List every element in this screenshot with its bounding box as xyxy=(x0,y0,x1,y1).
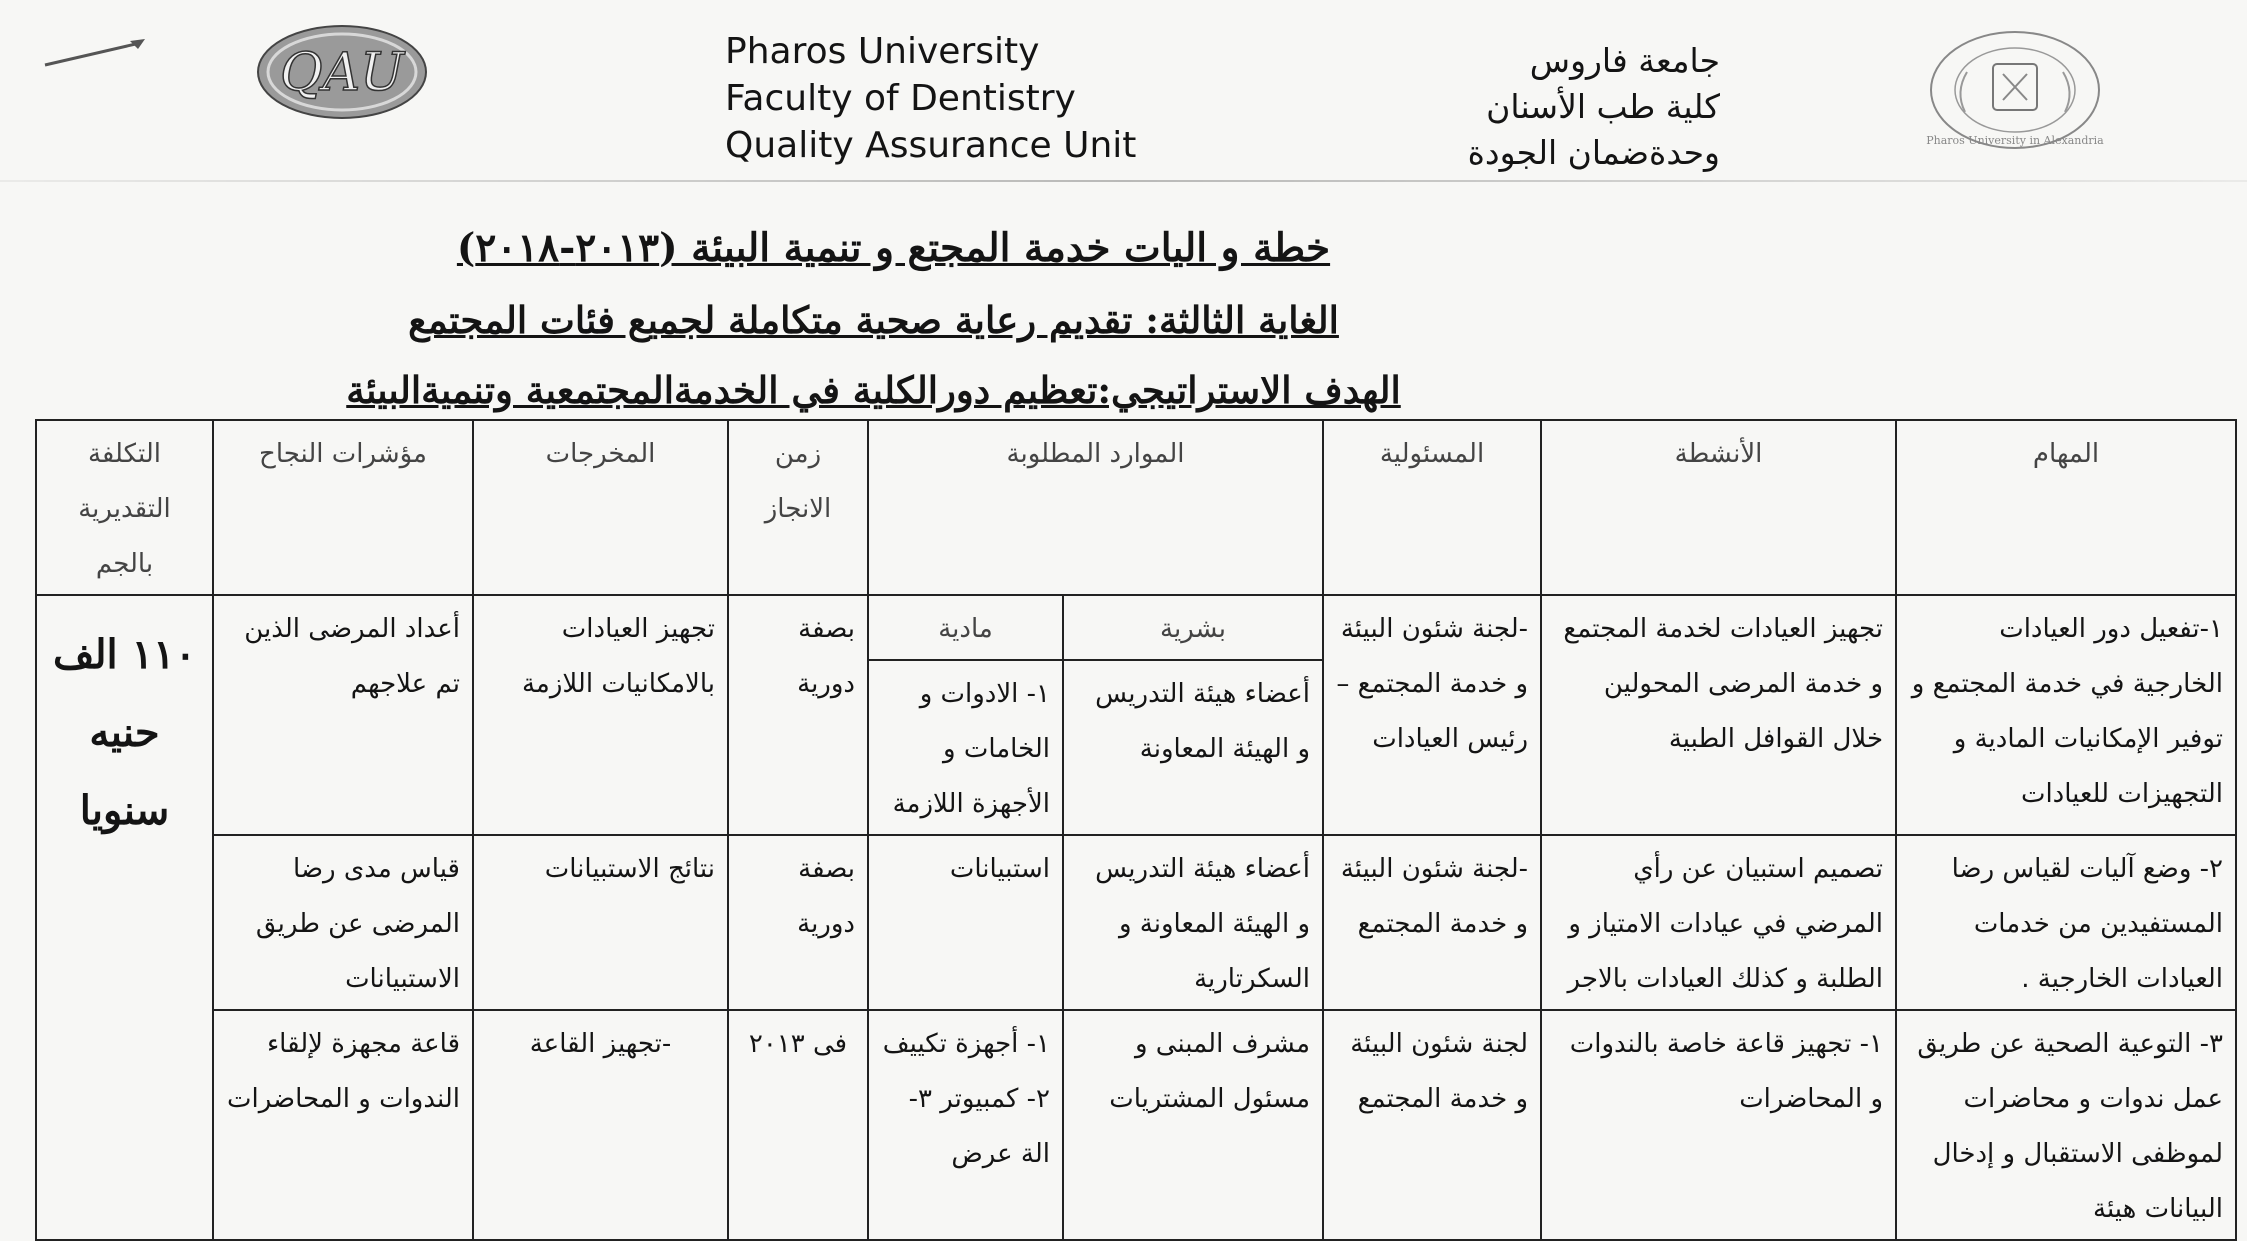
cell-timeline: بصفة دورية xyxy=(728,835,868,1010)
cell-responsibility: لجنة شئون البيئة و خدمة المجتمع xyxy=(1323,1010,1541,1240)
pen-scribble-mark xyxy=(40,35,150,75)
cell-output: نتائج الاستبيانات xyxy=(473,835,728,1010)
cell-indicator: قياس مدى رضا المرضى عن طريق الاستبيانات xyxy=(213,835,473,1010)
header-indicators: مؤشرات النجاح xyxy=(213,420,473,595)
plan-table xyxy=(35,419,2237,1241)
header-responsibility: المسئولية xyxy=(1323,420,1541,595)
header-resources: الموارد المطلوبة xyxy=(868,420,1323,595)
cell-material: ١- الادوات و الخامات و الأجهزة اللازمة xyxy=(868,660,1063,835)
cell-human: أعضاء هيئة التدريس و الهيئة المعاونة xyxy=(1063,660,1323,835)
cell-responsibility: -لجنة شئون البيئة و خدمة المجتمع xyxy=(1323,835,1541,1010)
table-row xyxy=(36,835,2236,1010)
cell-indicator: أعداد المرضى الذين تم علاجهم xyxy=(213,595,473,835)
cell-cost: ١١٠ الف حنيه سنويا xyxy=(36,595,213,1240)
cell-task: ١-تفعيل دور العيادات الخارجية في خدمة المجتمع و توفير الإمكانيات المادية و التجهيزات للعيادات xyxy=(1896,595,2236,835)
header-resources-material: مادية xyxy=(868,595,1063,660)
cell-task: ٣- التوعية الصحية عن طريق عمل ندوات و محاضرات لموظفى الاستقبال و إدخال البيانات هيئة xyxy=(1896,1010,2236,1240)
cell-material: استبيانات xyxy=(868,835,1063,1010)
cell-task: ٢- وضع آليات لقياس رضا المستفيدين من خدمات العيادات الخارجية . xyxy=(1896,835,2236,1010)
objective-title: الهدف الاستراتيجي:تعظيم دورالكلية في الخدمةالمجتمعية وتنميةالبيئة xyxy=(346,368,1401,412)
cell-indicator: قاعة مجهزة لإلقاء الندوات و المحاضرات xyxy=(213,1010,473,1240)
cell-material: ١- أجهزة تكييف ٢- كمبيوتر ٣- الة عرض xyxy=(868,1010,1063,1240)
header-tasks: المهام xyxy=(1896,420,2236,595)
university-name-ar: جامعة فاروس xyxy=(1529,41,1720,80)
goal-title: الغاية الثالثة: تقديم رعاية صحية متكاملة لجميع فئات المجتمع xyxy=(408,298,1339,342)
header-timeline: زمن الانجاز xyxy=(728,420,868,595)
university-name-en: Pharos University xyxy=(725,31,1040,72)
plan-title: خطة و اليات خدمة المجتع و تنمية البيئة (٢٠١٣-٢٠١٨) xyxy=(456,225,1331,271)
table-row xyxy=(36,595,2236,660)
cell-activity: ١- تجهيز قاعة خاصة بالندوات و المحاضرات xyxy=(1541,1010,1896,1240)
table-row xyxy=(36,1010,2236,1240)
header-arabic xyxy=(1468,38,1720,176)
unit-name-ar: وحدةضمان الجودة xyxy=(1467,133,1720,172)
faculty-name-ar: كلية طب الأسنان xyxy=(1486,87,1720,126)
cell-human: أعضاء هيئة التدريس و الهيئة المعاونة و السكرتارية xyxy=(1063,835,1323,1010)
university-seal xyxy=(1925,22,2105,152)
cell-timeline: فى ٢٠١٣ xyxy=(728,1010,868,1240)
cell-timeline: بصفة دورية xyxy=(728,595,868,835)
cell-activity: تجهيز العيادات لخدمة المجتمع و خدمة المرضى المحولين خلال القوافل الطبية xyxy=(1541,595,1896,835)
faculty-name-en: Faculty of Dentistry xyxy=(725,78,1076,119)
cell-output: تجهيز العيادات بالامكانيات اللازمة xyxy=(473,595,728,835)
unit-name-en: Quality Assurance Unit xyxy=(725,125,1137,166)
header-resources-human: بشرية xyxy=(1063,595,1323,660)
header-cost: التكلفة التقديرية بالجم xyxy=(36,420,213,595)
cell-activity: تصميم استبيان عن رأي المرضي في عيادات الامتياز و الطلبة و كذلك العيادات بالاجر xyxy=(1541,835,1896,1010)
table-header-row xyxy=(36,420,2236,595)
header-english xyxy=(725,28,1136,169)
header-outputs: المخرجات xyxy=(473,420,728,595)
header-activities: الأنشطة xyxy=(1541,420,1896,595)
qau-logo-text: QAU xyxy=(279,43,405,103)
cell-human: مشرف المبنى و مسئول المشتريات xyxy=(1063,1010,1323,1240)
cell-responsibility: -لجنة شئون البيئة و خدمة المجتمع – رئيس العيادات xyxy=(1323,595,1541,835)
cell-output: -تجهيز القاعة xyxy=(473,1010,728,1240)
seal-caption: Pharos University in Alexandria xyxy=(1926,134,2104,147)
scan-shadow-line xyxy=(0,180,2247,182)
qau-logo xyxy=(255,22,430,122)
